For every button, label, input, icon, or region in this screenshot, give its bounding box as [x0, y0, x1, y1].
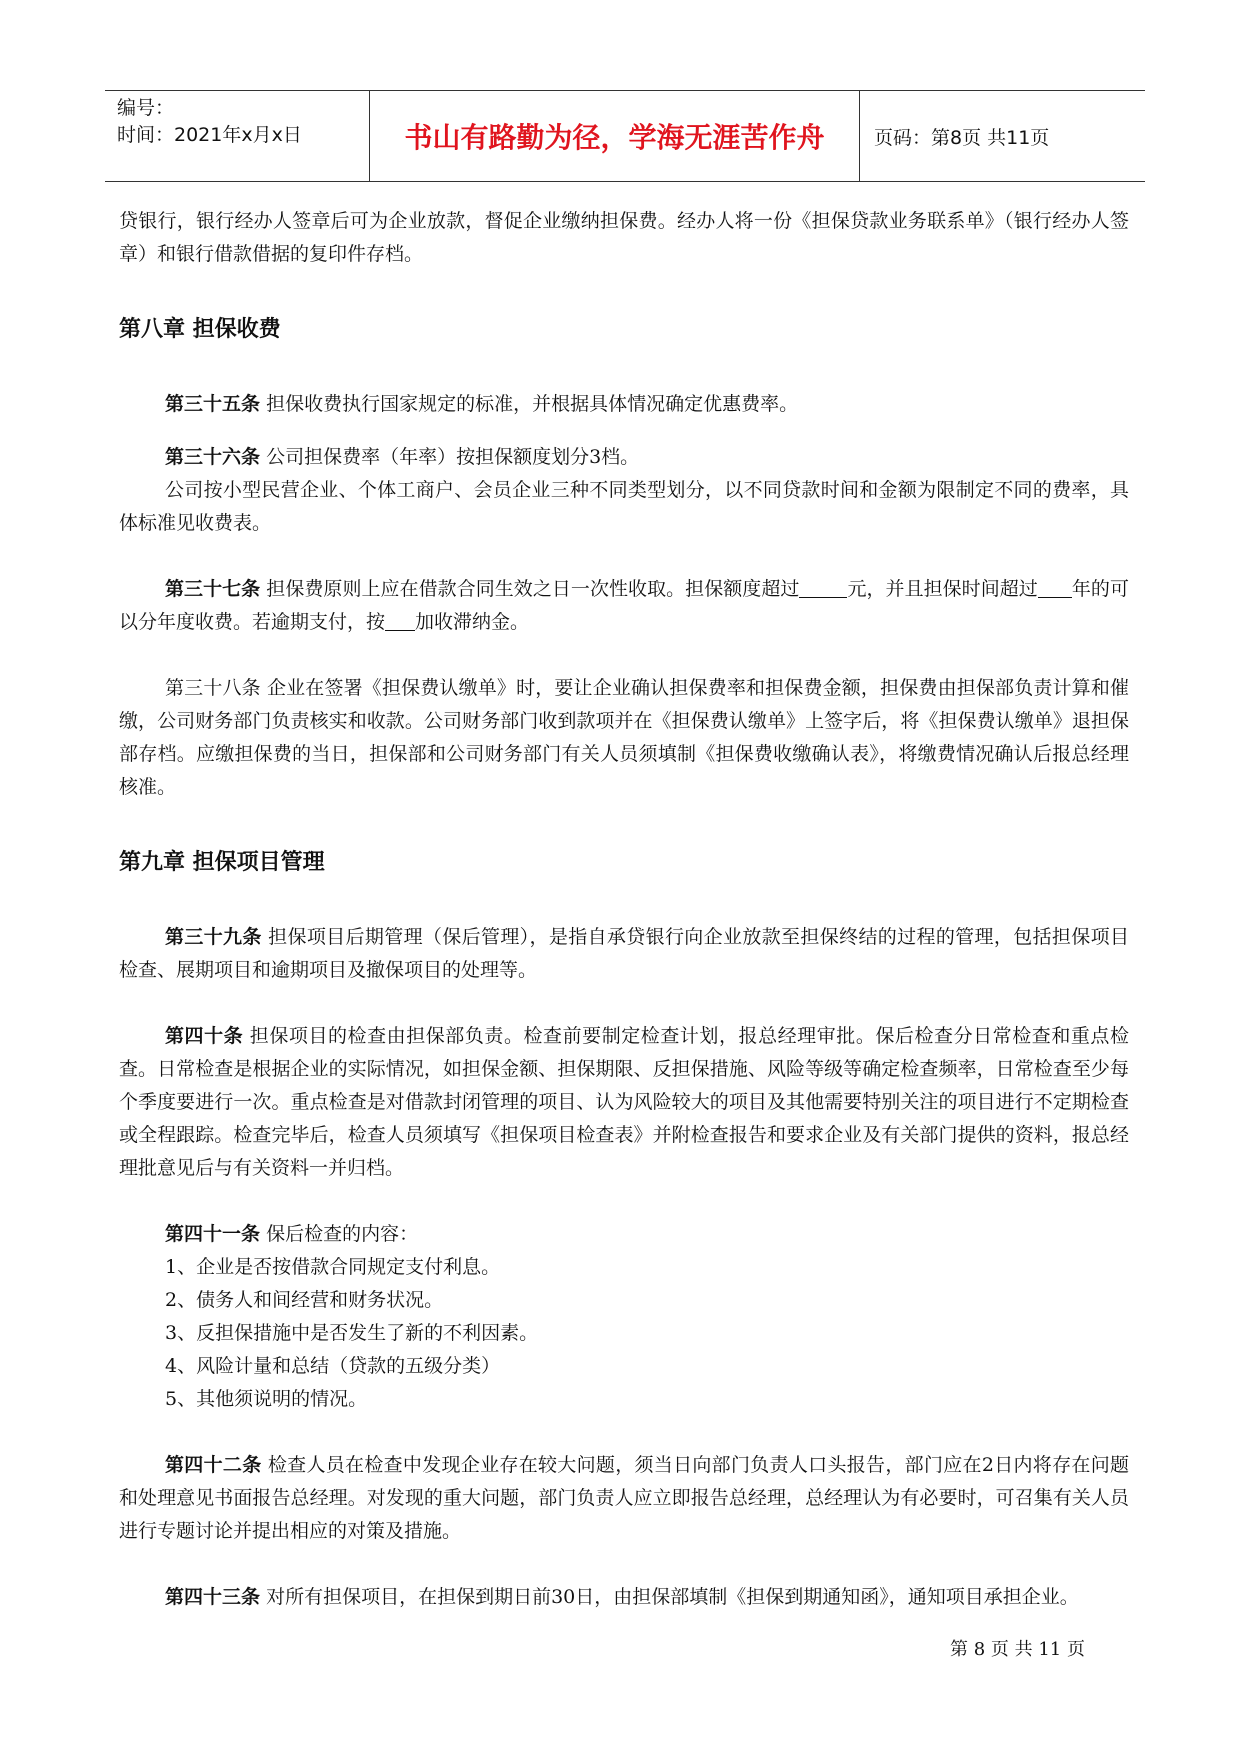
- article-40-text: 担保项目的检查由担保部负责。检查前要制定检查计划，报总经理审批。保后检查分日常检查和重点检查。日常检查是根据企业的实际情况，如担保金额、担保期限、反担保措施、风险等级等确定检查频率，日常检查至少每个季度要进行一次。重点检查是对借款封闭管理的项目、认为风险较大的项目及其他需要特别关注的项目进行不定期检查或全程跟踪。检查完毕后，检查人员须填写《担保项目检查表》并附检查报告和要求企业及有关部门提供的资料，报总经理批意见后与有关资料一并归档。: [119, 1025, 1129, 1179]
- article-42-text: 检查人员在检查中发现企业存在较大问题，须当日向部门负责人口头报告，部门应在2日内将存在问题和处理意见书面报告总经理。对发现的重大问题，部门负责人应立即报告总经理，总经理认为有必要时，可召集有关人员进行专题讨论并提出相应的对策及措施。: [119, 1454, 1129, 1542]
- continuation-paragraph: 贷银行，银行经办人签章后可为企业放款，督促企业缴纳担保费。经办人将一份《担保贷款业务联系单》（银行经办人签章）和银行借款借据的复印件存档。: [119, 210, 1129, 265]
- list-item: 5、其他须说明的情况。: [165, 1388, 368, 1410]
- article-37-text-2: 元，并且担保时间超过: [847, 578, 1038, 600]
- article-38: 第三十八条 企业在签署《担保费认缴单》时，要让企业确认担保费率和担保费金额，担保费由担保部负责计算和催缴，公司财务部门负责核实和收款。公司财务部门收到款项并在《担保费认缴单》上签字后，将《担保费认缴单》退担保部存档。应缴担保费的当日，担保部和公司财务部门有关人员须填制《担保费收缴确认表》，将缴费情况确认后报总经理核准。: [119, 677, 1129, 798]
- article-43: [119, 1581, 1129, 1614]
- article-42-head: 第四十二条: [165, 1454, 262, 1476]
- article-40: [119, 1020, 1129, 1185]
- article-37-text-1: 担保费原则上应在借款合同生效之日一次性收取。担保额度超过: [266, 578, 800, 600]
- list-item: 4、风险计量和总结（贷款的五级分类）: [165, 1355, 501, 1377]
- article-37-text-3: 年的可以分年度收费。若逾期支付，按: [119, 578, 1129, 633]
- article-36-head: 第三十六条: [165, 446, 261, 468]
- blank-years: [1038, 575, 1072, 598]
- page-footer: 第 8 页 共 11 页: [950, 1639, 1085, 1660]
- document-body: [119, 205, 1129, 1614]
- chapter-8-title: 第八章 担保收费: [119, 317, 281, 342]
- article-35-head: 第三十五条: [165, 393, 261, 415]
- article-40-head: 第四十条: [165, 1025, 244, 1047]
- blank-rate: [385, 608, 415, 631]
- article-35-text: 担保收费执行国家规定的标准，并根据具体情况确定优惠费率。: [266, 393, 799, 415]
- header-motto: 书山有路勤为径，学海无涯苦作舟: [370, 91, 860, 181]
- blank-amount: [799, 575, 847, 598]
- chapter-9-title: 第九章 担保项目管理: [119, 850, 325, 875]
- article-39: [119, 921, 1129, 987]
- article-43-text: 对所有担保项目，在担保到期日前30日，由担保部填制《担保到期通知函》，通知项目承担企业。: [266, 1586, 1079, 1608]
- article-37-text-4: 加收滞纳金。: [415, 611, 530, 633]
- article-37-head: 第三十七条: [165, 578, 261, 600]
- header-page-label: 页码：第8页 共11页: [874, 126, 1050, 149]
- article-41-head: 第四十一条: [165, 1223, 261, 1245]
- article-36-text: 公司担保费率（年率）按担保额度划分3档。: [266, 446, 640, 468]
- list-item: 3、反担保措施中是否发生了新的不利因素。: [165, 1322, 539, 1344]
- time-label: 时间：2021年x月x日: [117, 124, 302, 146]
- article-37: [119, 573, 1129, 639]
- page-header: [105, 90, 1145, 182]
- list-item: 2、债务人和间经营和财务状况。: [165, 1289, 444, 1311]
- article-39-text: 担保项目后期管理（保后管理），是指自承贷银行向企业放款至担保终结的过程的管理，包括担保项目检查、展期项目和逾期项目及撤保项目的处理等。: [119, 926, 1129, 981]
- number-label: 编号：: [117, 97, 175, 119]
- article-43-head: 第四十三条: [165, 1586, 261, 1608]
- article-42: [119, 1449, 1129, 1548]
- article-39-head: 第三十九条: [165, 926, 262, 948]
- article-36-para2: 公司按小型民营企业、个体工商户、会员企业三种不同类型划分，以不同贷款时间和金额为限制定不同的费率，具体标准见收费表。: [119, 479, 1129, 534]
- article-41: [119, 1218, 1129, 1251]
- article-36: [119, 441, 1129, 474]
- header-left-cell: [105, 91, 370, 181]
- article-35: [119, 388, 1129, 421]
- list-item: 1、企业是否按借款合同规定支付利息。: [165, 1256, 501, 1278]
- article-41-text: 保后检查的内容：: [266, 1223, 419, 1245]
